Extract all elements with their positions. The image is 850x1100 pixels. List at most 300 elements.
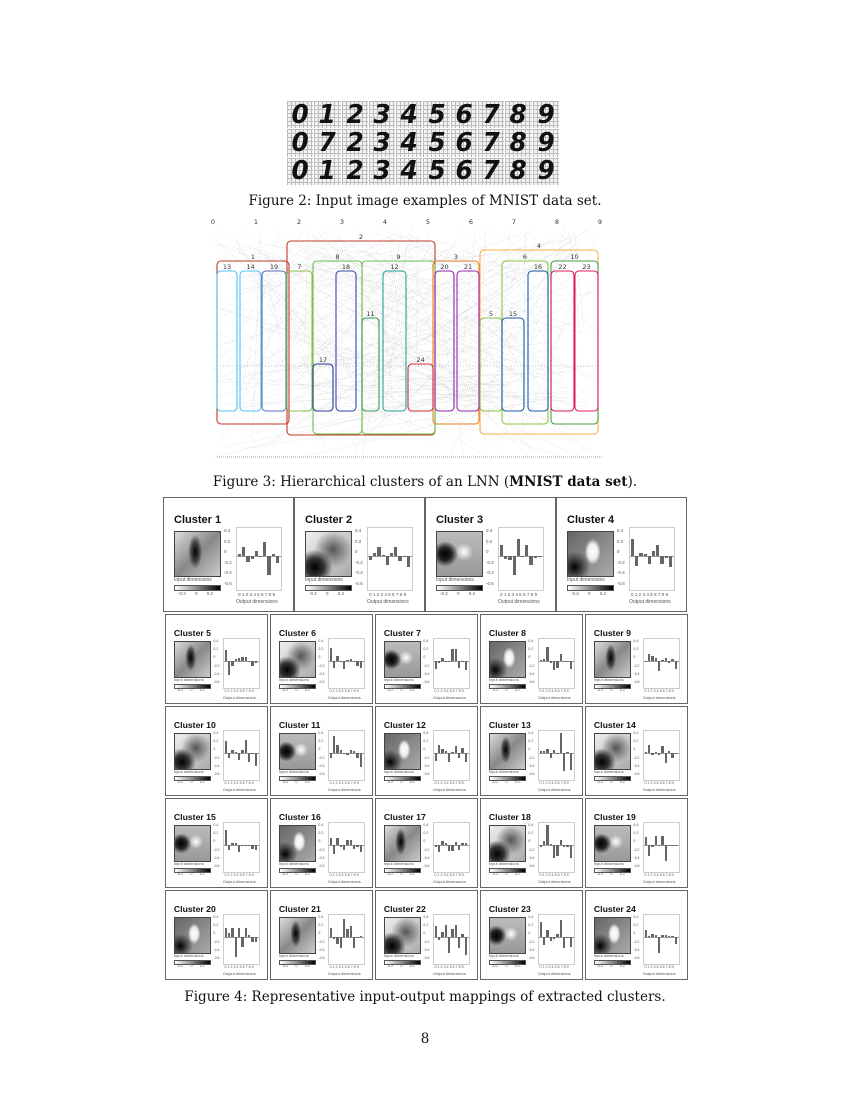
cluster-panel	[270, 706, 373, 796]
cluster-label: 5	[488, 310, 494, 318]
digit-glyph: 3	[373, 157, 391, 185]
y-tick: -0.4	[486, 570, 494, 575]
output-bar	[330, 838, 333, 845]
output-bar	[648, 936, 651, 937]
y-tick: 0.4	[528, 638, 534, 643]
colorbar-ticks: -0.2 0 0.2	[492, 872, 520, 877]
y-tick: -0.4	[224, 570, 232, 575]
colorbar-ticks: -0.2 0 0.2	[597, 872, 625, 877]
output-bar-chart	[328, 822, 365, 873]
output-bar	[671, 659, 674, 661]
output-bar	[458, 753, 461, 757]
output-label: 8	[554, 218, 560, 226]
cluster-label: 20	[440, 263, 449, 271]
cluster-title: Cluster 9	[593, 627, 632, 638]
y-tick: -0.4	[318, 855, 325, 860]
output-bar	[455, 925, 458, 937]
output-bar	[655, 836, 658, 845]
output-dimensions-label: Output dimensions	[222, 970, 256, 976]
output-bar	[255, 661, 258, 663]
input-weight-heatmap	[384, 825, 422, 862]
output-bar	[228, 753, 231, 757]
output-dimensions-label: Output dimensions	[537, 786, 571, 792]
cluster-title: Cluster 20	[173, 903, 216, 914]
output-bar	[465, 661, 468, 670]
input-dimensions-label: Input dimensions	[305, 577, 343, 583]
y-tick: 0.2	[486, 538, 493, 544]
digit-image	[396, 101, 422, 128]
output-bar	[675, 937, 678, 944]
cluster-label: 23	[582, 263, 591, 271]
output-bar	[272, 554, 275, 556]
digit-image	[342, 129, 368, 156]
cluster-label: 7	[297, 263, 302, 271]
zero-line	[329, 845, 364, 846]
output-bar	[556, 753, 559, 754]
digit-glyph: 8	[509, 157, 528, 185]
input-weight-heatmap	[489, 825, 527, 862]
digit-glyph: 6	[455, 129, 473, 157]
zero-line	[644, 937, 679, 938]
output-ticks: 0 1 2 3 4 5 6 7 8 9	[434, 965, 464, 970]
output-bar	[390, 553, 393, 556]
y-tick: -0.4	[528, 763, 535, 768]
hierarchical-cluster-diagram	[205, 214, 605, 464]
input-dimensions-label: Input dimensions	[383, 861, 414, 867]
output-ticks: 0 1 2 3 4 5 6 7 8 9	[329, 965, 359, 970]
output-bar	[556, 934, 559, 938]
y-tick: -0.4	[423, 763, 430, 768]
output-bar	[550, 844, 553, 845]
y-tick: 0.2	[423, 830, 429, 835]
cluster-panel	[270, 890, 373, 980]
output-bar	[655, 752, 658, 753]
output-bar	[241, 937, 244, 947]
output-bar	[658, 845, 661, 846]
output-bar	[455, 842, 458, 846]
input-weight-heatmap	[384, 733, 422, 770]
output-ticks: 0 1 2 3 4 5 6 7 8 9	[434, 781, 464, 786]
zero-line	[499, 556, 543, 557]
output-bar	[546, 930, 549, 937]
input-weight-heatmap	[279, 917, 317, 954]
output-bar	[534, 556, 537, 558]
y-tick: 0.4	[617, 528, 624, 533]
output-bar	[255, 845, 258, 849]
y-tick: -0.4	[528, 671, 535, 676]
digit-image	[505, 158, 531, 185]
output-bar	[540, 845, 543, 847]
output-ticks: 0 1 2 3 4 5 6 7 8 9	[238, 592, 276, 597]
y-tick: -0.4	[213, 947, 220, 952]
zero-line	[329, 661, 364, 662]
output-dimensions-label: Output dimensions	[642, 694, 676, 700]
output-bar	[231, 750, 234, 754]
colorbar	[279, 776, 317, 781]
cluster-tree-svg	[205, 214, 605, 464]
output-bar	[668, 661, 671, 663]
output-bar-chart	[223, 638, 260, 689]
colorbar	[567, 585, 614, 591]
output-bar	[231, 928, 234, 937]
zero-line	[539, 753, 574, 754]
digit-image	[451, 129, 477, 156]
output-bar	[353, 661, 356, 662]
output-bar	[343, 753, 346, 754]
output-labels	[211, 218, 602, 226]
mnist-digit-grid	[287, 101, 559, 185]
output-bar	[330, 648, 333, 661]
output-bar	[340, 937, 343, 948]
output-bar	[350, 659, 353, 661]
cluster-title: Cluster 1	[174, 514, 222, 526]
output-bar	[255, 551, 258, 557]
cluster-box-19	[262, 271, 286, 411]
y-tick: 0.2	[213, 738, 219, 743]
input-weight-heatmap	[174, 825, 212, 862]
colorbar	[489, 868, 527, 873]
y-tick: -0.2	[633, 847, 640, 852]
output-bar	[645, 661, 648, 662]
digit-glyph: 3	[373, 129, 391, 157]
output-ticks: 0 1 2 3 4 5 6 7 8 9	[434, 873, 464, 878]
digit-image	[505, 129, 531, 156]
output-bar	[546, 749, 549, 753]
output-bar-chart	[433, 914, 470, 965]
output-bar	[435, 661, 438, 669]
output-bar	[645, 930, 648, 938]
output-bar	[451, 752, 454, 753]
output-bar	[248, 753, 251, 762]
input-weight-heatmap	[305, 531, 352, 577]
output-bar	[458, 937, 461, 948]
y-tick: -0.4	[213, 763, 220, 768]
output-bar	[386, 556, 389, 565]
input-dimensions-label: Input dimensions	[383, 769, 414, 775]
output-bar	[445, 751, 448, 753]
output-bar	[546, 825, 549, 845]
output-bar	[245, 657, 248, 661]
zero-line	[329, 937, 364, 938]
colorbar-ticks: -0.2 0 0.2	[492, 780, 520, 785]
y-tick: -0.6	[423, 864, 430, 869]
output-bar	[445, 661, 448, 662]
output-ticks: 0 1 2 3 4 5 6 7 8 9	[644, 689, 674, 694]
cluster-title: Cluster 8	[488, 627, 527, 638]
colorbar-ticks: -0.2 0 0.2	[178, 591, 214, 596]
y-tick: -0.4	[423, 671, 430, 676]
output-bar	[570, 937, 573, 947]
y-tick: -0.2	[213, 755, 220, 760]
digit-glyph: 2	[346, 157, 364, 185]
y-tick: -0.6	[528, 680, 535, 685]
input-dimensions-label: Input dimensions	[278, 861, 309, 867]
y-tick: -0.2	[423, 847, 430, 852]
output-bar	[231, 843, 234, 845]
digit-image	[478, 101, 504, 128]
output-bar-chart	[433, 822, 470, 873]
output-bar	[461, 934, 464, 938]
y-tick: 0	[318, 839, 321, 844]
output-bar	[665, 556, 668, 558]
output-bar	[407, 556, 410, 567]
y-tick: -0.6	[528, 772, 535, 777]
zero-line	[224, 753, 259, 754]
input-weight-heatmap	[594, 733, 632, 770]
y-tick: -0.4	[528, 947, 535, 952]
output-ticks: 0 1 2 3 4 5 6 7 8 9	[329, 873, 359, 878]
output-bar	[336, 745, 339, 753]
output-bar	[340, 750, 343, 754]
output-bar	[369, 556, 372, 560]
y-tick: -0.6	[423, 772, 430, 777]
cluster-title: Cluster 10	[173, 719, 216, 730]
cluster-title: Cluster 21	[278, 903, 321, 914]
zero-line	[368, 556, 412, 557]
output-bar	[398, 556, 401, 561]
cluster-label: 3	[453, 253, 459, 261]
output-bar	[228, 661, 231, 675]
output-bar	[546, 647, 549, 661]
digit-glyph: 4	[400, 157, 418, 185]
cluster-box-11	[362, 318, 379, 411]
y-tick: -0.6	[213, 772, 220, 777]
output-bar	[543, 937, 546, 945]
y-tick: 0.2	[528, 646, 534, 651]
output-label: 2	[296, 218, 302, 226]
colorbar-ticks: -0.2 0 0.2	[571, 591, 607, 596]
colorbar-ticks: -0.2 0 0.2	[492, 964, 520, 969]
output-ticks: 0 1 2 3 4 5 6 7 8 9	[329, 781, 359, 786]
digit-glyph: 5	[428, 101, 446, 129]
output-bar	[350, 750, 353, 753]
digit-image	[451, 158, 477, 185]
output-bar	[251, 556, 254, 559]
y-tick: 0.4	[633, 730, 639, 735]
output-bar	[543, 659, 546, 661]
output-bar	[529, 556, 532, 565]
output-ticks: 0 1 2 3 4 5 6 7 8 9	[434, 689, 464, 694]
output-bar	[251, 937, 254, 941]
output-bar	[455, 746, 458, 753]
cluster-panel	[585, 614, 688, 704]
output-bar	[438, 661, 441, 663]
y-tick: -0.2	[528, 847, 535, 852]
digit-glyph: 0	[291, 157, 309, 185]
y-tick: -0.6	[318, 956, 325, 961]
cluster-title: Cluster 3	[436, 514, 484, 526]
output-bar	[356, 661, 359, 665]
output-bar	[242, 547, 245, 556]
colorbar	[489, 684, 527, 689]
y-tick: 0.2	[633, 738, 639, 743]
output-bar	[267, 556, 270, 575]
zero-line	[434, 661, 469, 662]
colorbar	[279, 960, 317, 965]
colorbar-ticks: -0.2 0 0.2	[387, 688, 415, 693]
cluster-panel	[165, 614, 268, 704]
output-bar	[635, 556, 638, 566]
output-ticks: 0 1 2 3 4 5 6 7 8 9	[224, 873, 254, 878]
input-weight-heatmap	[436, 531, 483, 577]
y-tick: 0.2	[318, 646, 324, 651]
output-bar	[658, 937, 661, 953]
output-bar	[441, 658, 444, 661]
colorbar-ticks: -0.2 0 0.2	[387, 964, 415, 969]
y-tick: -0.6	[213, 864, 220, 869]
output-bar	[248, 935, 251, 937]
y-tick: 0	[633, 655, 636, 660]
output-bar	[246, 556, 249, 562]
y-tick: -0.6	[213, 956, 220, 961]
cluster-title: Cluster 17	[383, 811, 426, 822]
output-bar	[238, 658, 241, 662]
y-tick: 0.2	[617, 538, 624, 544]
output-bar-chart	[538, 730, 575, 781]
output-bar	[465, 843, 468, 845]
cluster-title: Cluster 2	[305, 514, 353, 526]
output-bar	[566, 845, 569, 847]
y-tick: -0.2	[318, 755, 325, 760]
y-tick: 0.4	[318, 914, 324, 919]
output-bar	[445, 925, 448, 937]
colorbar	[594, 960, 632, 965]
input-dimensions-label: Input dimensions	[173, 769, 204, 775]
y-tick: 0.2	[355, 538, 362, 544]
output-bar	[346, 929, 349, 937]
colorbar	[384, 684, 422, 689]
input-weight-heatmap	[594, 641, 632, 678]
cluster-box-1	[217, 261, 289, 424]
y-tick: 0.2	[213, 646, 219, 651]
output-label: 7	[511, 218, 517, 226]
cluster-label: 6	[522, 253, 528, 261]
colorbar-ticks: -0.2 0 0.2	[177, 872, 205, 877]
y-tick: -0.6	[633, 864, 640, 869]
output-bar	[566, 752, 569, 753]
cluster-box-2	[287, 241, 435, 435]
output-bar	[543, 841, 546, 845]
colorbar	[436, 585, 483, 591]
output-bar	[658, 661, 661, 671]
output-bar	[241, 657, 244, 661]
y-tick: -0.4	[633, 947, 640, 952]
cluster-panel	[270, 798, 373, 888]
colorbar	[384, 776, 422, 781]
output-bar	[377, 547, 380, 556]
output-bar	[356, 753, 359, 757]
y-tick: 0.4	[423, 914, 429, 919]
output-dimensions-label: Output dimensions	[432, 970, 466, 976]
output-ticks: 0 1 2 3 4 5 6 7 8 9	[644, 781, 674, 786]
output-bar	[238, 554, 241, 556]
cluster-panel	[375, 890, 478, 980]
output-bar	[668, 751, 671, 753]
output-dimensions-label: Output dimensions	[222, 694, 256, 700]
y-tick: 0	[633, 839, 636, 844]
y-tick: 0.4	[213, 638, 219, 643]
output-bar	[550, 937, 553, 941]
output-bar	[648, 845, 651, 856]
y-tick: 0	[213, 839, 216, 844]
y-tick: 0.4	[318, 822, 324, 827]
output-bar	[241, 750, 244, 754]
y-tick: 0.4	[213, 730, 219, 735]
cluster-label: 4	[536, 242, 542, 250]
y-tick: 0.4	[528, 822, 534, 827]
input-weight-heatmap	[174, 917, 212, 954]
digit-glyph: 9	[537, 129, 555, 157]
cluster-title: Cluster 24	[593, 903, 636, 914]
y-tick: 0.2	[213, 830, 219, 835]
output-bar	[382, 555, 385, 556]
output-bar-chart	[433, 638, 470, 689]
output-bar	[671, 753, 674, 757]
output-bar-chart	[498, 527, 544, 591]
output-label: 9	[597, 218, 603, 226]
input-weight-heatmap	[279, 825, 317, 862]
input-dimensions-label: Input dimensions	[173, 677, 204, 683]
cluster-title: Cluster 5	[173, 627, 212, 638]
digit-image	[342, 101, 368, 128]
cluster-title: Cluster 18	[488, 811, 531, 822]
output-bar	[550, 753, 553, 758]
output-bar	[661, 660, 664, 661]
output-ticks: 0 1 2 3 4 5 6 7 8 9	[644, 965, 674, 970]
digit-image	[369, 129, 395, 156]
output-label: 3	[339, 218, 345, 226]
cluster-panel	[270, 614, 373, 704]
digit-glyph: 6	[455, 157, 473, 185]
y-tick: -0.4	[423, 947, 430, 952]
output-bar	[675, 753, 678, 754]
y-tick: 0	[423, 839, 426, 844]
output-bar	[566, 661, 569, 662]
zero-line	[539, 661, 574, 662]
y-tick: -0.2	[633, 663, 640, 668]
output-bar-chart	[433, 730, 470, 781]
output-dimensions-label: Output dimensions	[327, 694, 361, 700]
y-tick: -0.6	[486, 580, 494, 586]
zero-line	[644, 661, 679, 662]
y-tick: -0.2	[486, 559, 494, 565]
output-bar	[648, 654, 651, 661]
output-bar	[560, 920, 563, 937]
cluster-box-20	[435, 271, 454, 411]
figure2-caption: Figure 2: Input image examples of MNIST data set.	[248, 193, 602, 209]
input-dimensions-label: Input dimensions	[173, 861, 204, 867]
output-bar	[651, 934, 654, 938]
input-weight-heatmap	[174, 641, 212, 678]
output-dimensions-label: Output dimensions	[222, 786, 256, 792]
y-tick: -0.2	[213, 663, 220, 668]
y-tick: 0	[528, 747, 531, 752]
y-tick: 0.4	[633, 822, 639, 827]
cluster-title: Cluster 16	[278, 811, 321, 822]
output-bar	[669, 556, 672, 567]
y-tick: -0.6	[423, 680, 430, 685]
output-bar	[241, 845, 244, 846]
y-tick: 0	[528, 839, 531, 844]
digit-image	[478, 129, 504, 156]
cluster-panel	[480, 706, 583, 796]
cluster-label: 12	[390, 263, 399, 271]
y-tick: -0.2	[318, 663, 325, 668]
output-bar	[465, 753, 468, 762]
output-bar	[333, 845, 336, 854]
output-bar	[458, 845, 461, 850]
output-bar	[661, 836, 664, 845]
